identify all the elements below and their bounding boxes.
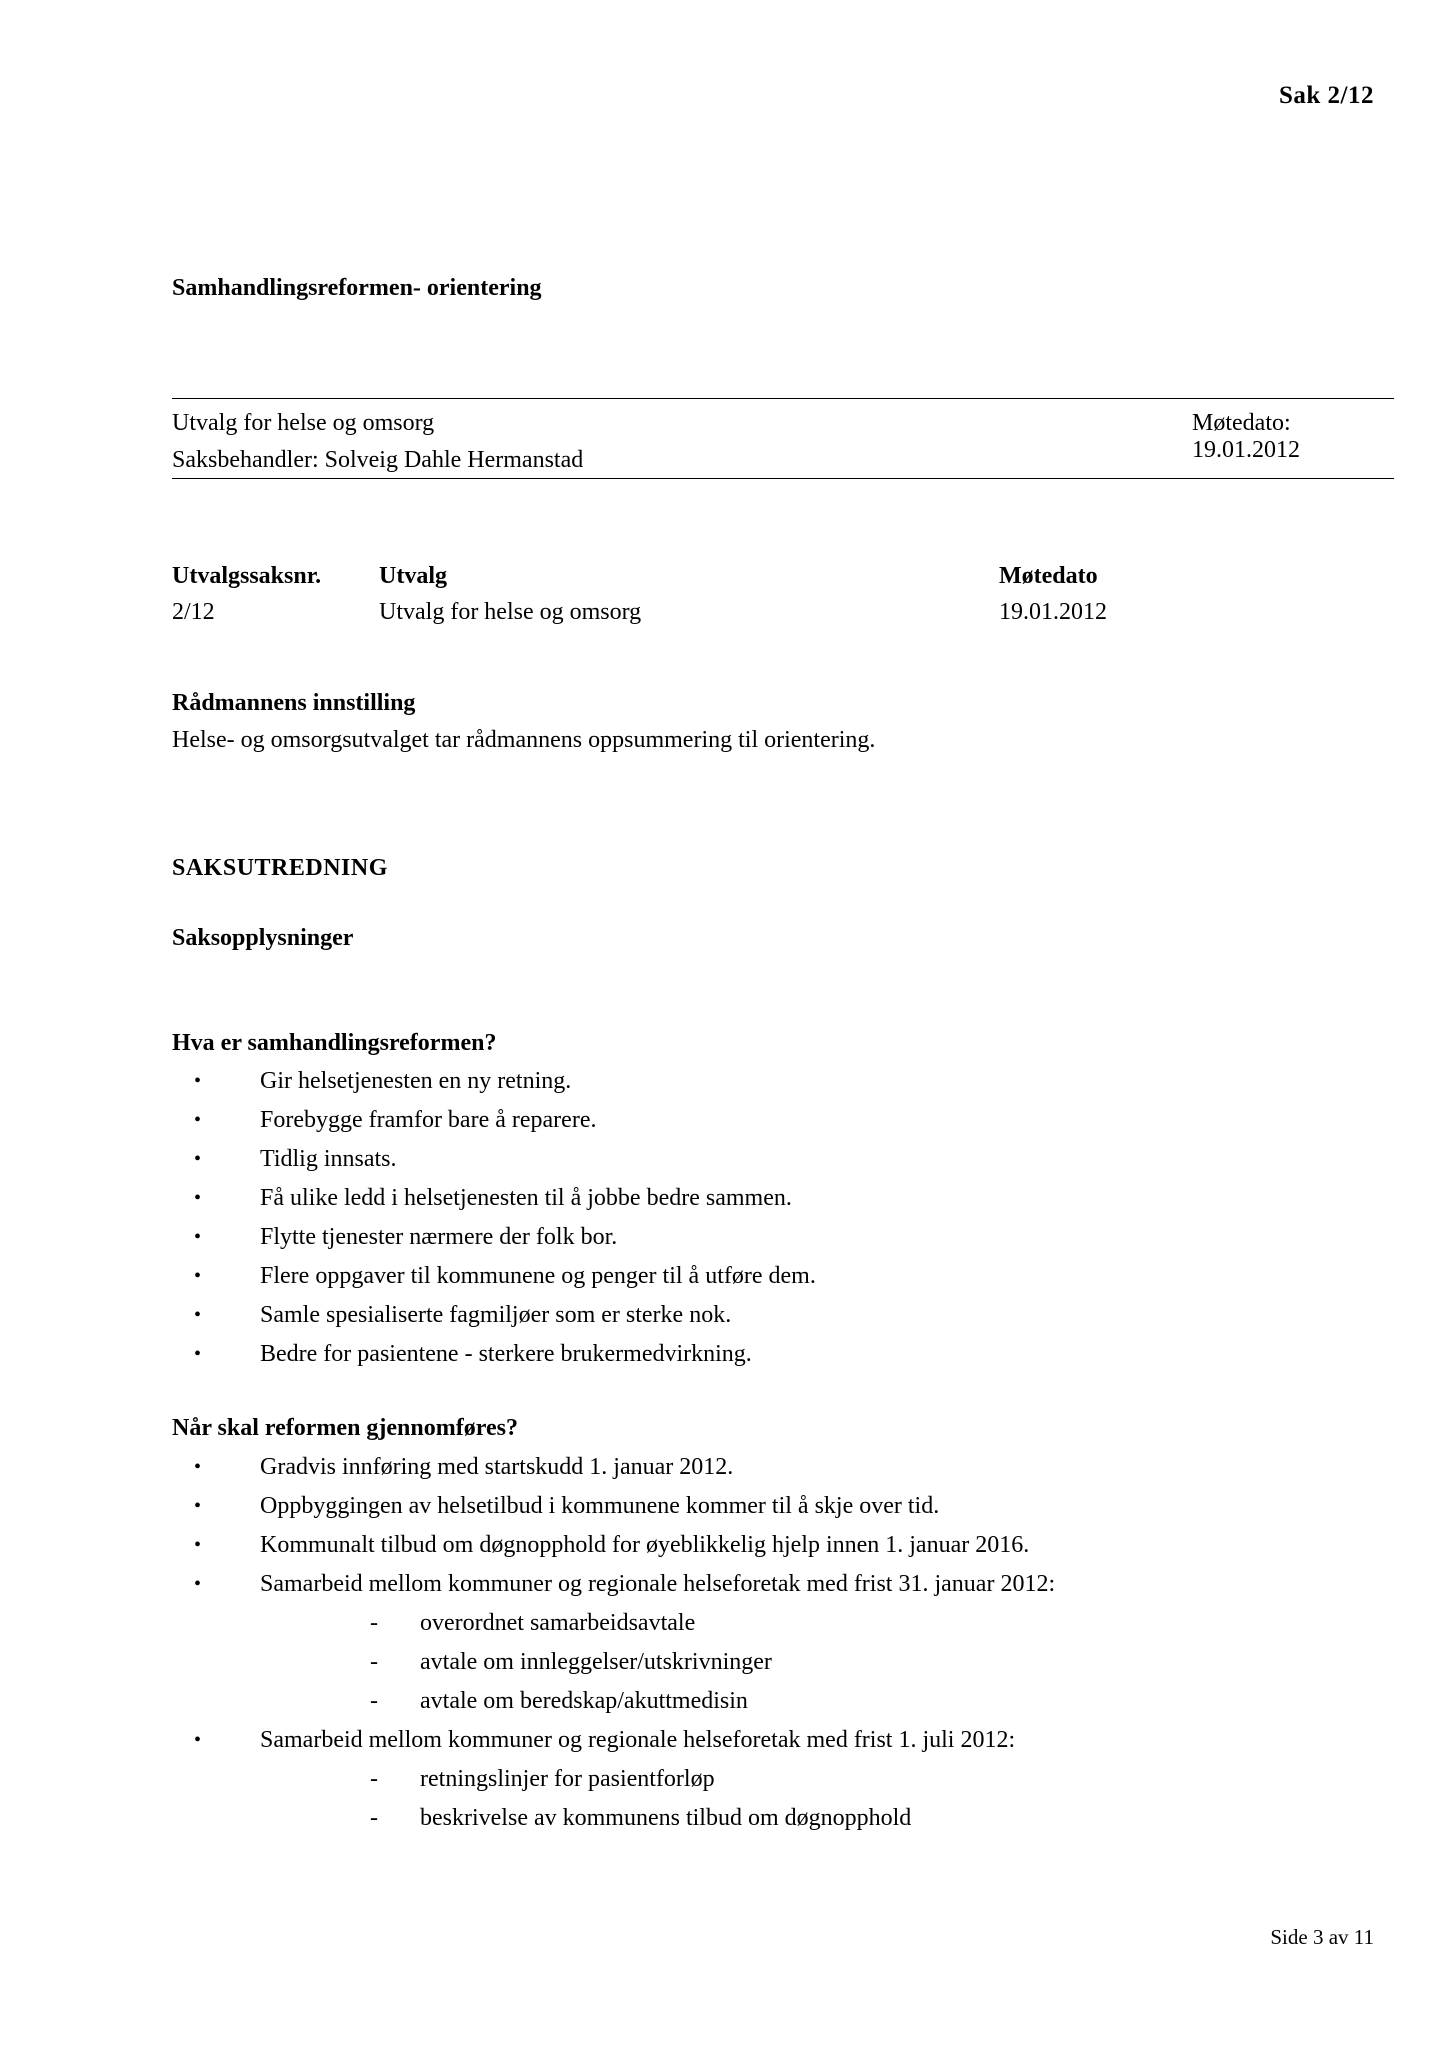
dash-icon: - (370, 1688, 378, 1714)
bullet-icon: • (194, 1729, 202, 1751)
list-hva-er-samhandlingsreformen (172, 1062, 1394, 1374)
dash-icon: - (370, 1649, 378, 1675)
sublist-item (260, 1799, 1394, 1838)
sublist-item-label: retningslinjer for pasientforløp (420, 1766, 715, 1792)
page-title: Samhandlingsreformen- orientering (172, 275, 542, 301)
sublist-item-label: avtale om innleggelser/utskrivninger (420, 1649, 772, 1675)
list-item (172, 1565, 1394, 1721)
table-header-utvalg: Utvalg (379, 563, 447, 589)
list-item (172, 1296, 1394, 1335)
table-header-row (172, 558, 1394, 594)
bullet-icon: • (194, 1187, 202, 1209)
heading-nar-skal-reformen-gjennomfores: Når skal reformen gjennomføres? (172, 1415, 518, 1441)
page-footer: Side 3 av 11 (1270, 1925, 1374, 1949)
bullet-icon: • (194, 1534, 202, 1556)
case-table (172, 558, 1394, 630)
list-item-label: Tidlig innsats. (260, 1146, 397, 1172)
bullet-icon: • (194, 1226, 202, 1248)
list-item (172, 1140, 1394, 1179)
list-item-label: Gradvis innføring med startskudd 1. januar 2012. (260, 1454, 734, 1480)
table-cell-motedato: 19.01.2012 (999, 599, 1107, 625)
list-item-label: Samle spesialiserte fagmiljøer som er sterke nok. (260, 1302, 732, 1328)
table-header-utvalgssaksnr: Utvalgssaksnr. (172, 563, 322, 589)
sublist-item-label: beskrivelse av kommunens tilbud om døgnopphold (420, 1805, 912, 1831)
list-item (172, 1218, 1394, 1257)
sublist (260, 1760, 1394, 1838)
table-header-motedato: Møtedato (999, 563, 1098, 589)
bullet-icon: • (194, 1573, 202, 1595)
list-item-label: Få ulike ledd i helsetjenesten til å jobbe bedre sammen. (260, 1185, 792, 1211)
list-item-label: Flytte tjenester nærmere der folk bor. (260, 1224, 618, 1250)
sublist (260, 1604, 1394, 1721)
list-item (172, 1526, 1394, 1565)
meta-caseworker: Saksbehandler: Solveig Dahle Hermanstad (172, 447, 584, 473)
list-item (172, 1448, 1394, 1487)
list-item (172, 1179, 1394, 1218)
bullet-icon: • (194, 1304, 202, 1326)
list-item (172, 1101, 1394, 1140)
list-item (172, 1721, 1394, 1838)
bullet-icon: • (194, 1148, 202, 1170)
sublist-item (260, 1643, 1394, 1682)
list-item-label: Samarbeid mellom kommuner og regionale helseforetak med frist 31. januar 2012: (260, 1571, 1056, 1597)
list-nar-skal-reformen-gjennomfores (172, 1448, 1394, 1838)
heading-saksopplysninger: Saksopplysninger (172, 925, 354, 951)
list-item-label: Flere oppgaver til kommunene og penger til å utføre dem. (260, 1263, 816, 1289)
list-item-label: Gir helsetjenesten en ny retning. (260, 1068, 572, 1094)
meta-meeting-date: Møtedato: 19.01.2012 (1192, 410, 1300, 463)
list-item-label: Forebygge framfor bare å reparere. (260, 1107, 597, 1133)
dash-icon: - (370, 1610, 378, 1636)
bullet-icon: • (194, 1495, 202, 1517)
divider-bottom (172, 478, 1394, 479)
divider-top (172, 398, 1394, 399)
sublist-item (260, 1604, 1394, 1643)
dash-icon: - (370, 1805, 378, 1831)
page-content (172, 0, 1394, 2048)
case-number-header: Sak 2/12 (1278, 82, 1374, 109)
list-item-label: Samarbeid mellom kommuner og regionale helseforetak med frist 1. juli 2012: (260, 1727, 1016, 1753)
sublist-item-label: avtale om beredskap/akuttmedisin (420, 1688, 748, 1714)
meta-committee: Utvalg for helse og omsorg (172, 410, 435, 436)
bullet-icon: • (194, 1343, 202, 1365)
table-cell-utvalgssaksnr: 2/12 (172, 599, 215, 625)
heading-hva-er-samhandlingsreformen: Hva er samhandlingsreformen? (172, 1030, 497, 1056)
dash-icon: - (370, 1766, 378, 1792)
list-item (172, 1062, 1394, 1101)
bullet-icon: • (194, 1109, 202, 1131)
text-radmannens-innstilling: Helse- og omsorgsutvalget tar rådmannens oppsummering til orientering. (172, 727, 876, 753)
bullet-icon: • (194, 1265, 202, 1287)
list-item-label: Oppbyggingen av helsetilbud i kommunene kommer til å skje over tid. (260, 1493, 940, 1519)
list-item (172, 1257, 1394, 1296)
list-item (172, 1487, 1394, 1526)
list-item-label: Kommunalt tilbud om døgnopphold for øyeblikkelig hjelp innen 1. januar 2016. (260, 1532, 1030, 1558)
sublist-item (260, 1760, 1394, 1799)
bullet-icon: • (194, 1456, 202, 1478)
bullet-icon: • (194, 1070, 202, 1092)
sublist-item (260, 1682, 1394, 1721)
list-item-label: Bedre for pasientene - sterkere brukermedvirkning. (260, 1341, 752, 1367)
list-item (172, 1335, 1394, 1374)
sublist-item-label: overordnet samarbeidsavtale (420, 1610, 696, 1636)
heading-saksutredning: SAKSUTREDNING (172, 855, 388, 881)
table-row (172, 594, 1394, 630)
heading-radmannens-innstilling: Rådmannens innstilling (172, 690, 416, 716)
table-cell-utvalg: Utvalg for helse og omsorg (379, 599, 642, 625)
